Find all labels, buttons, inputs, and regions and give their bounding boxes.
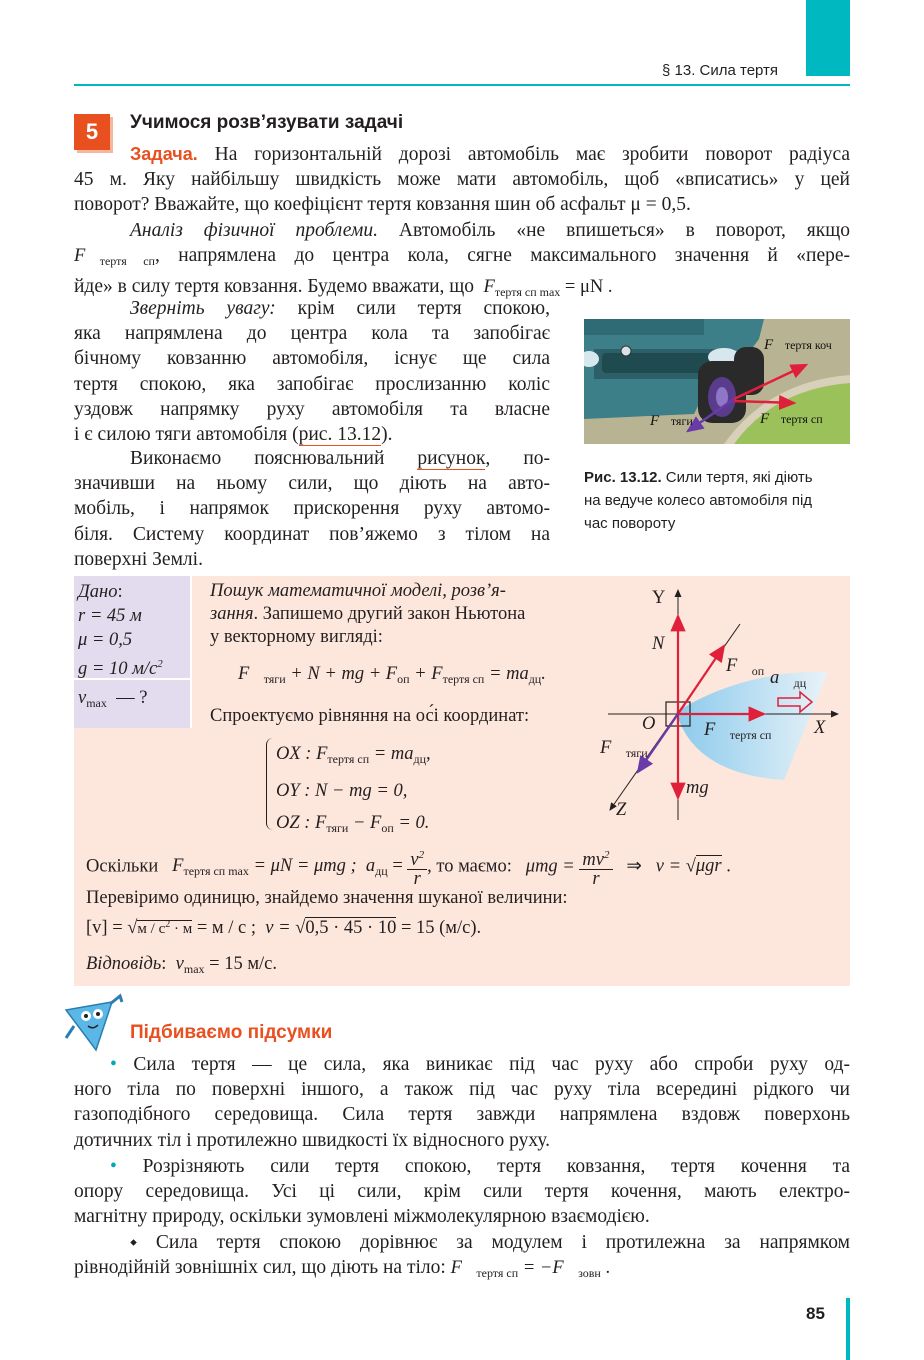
footer-bar (846, 1298, 850, 1360)
max-friction-formula: $F_{тертя сп max} = \mu N$ . (478, 277, 613, 300)
label-f-static: $F_{тертя сп}$ (704, 720, 772, 742)
summary-bullet-3: ⬩ Сила тертя спокою дорівнює за модулем і протилежна за напрямком рівнодійній зовнішніх сил, що діють на тіло: $F_{тертя сп} = -F_{зовн}$ . (74, 1232, 850, 1281)
label-f-traction: $F_{тяги}$ (600, 738, 648, 760)
since-line: Оскільки $F_{тертя сп max} = \mu N = \mu mg$ ; $a_{дц}$ = $\frac{v^2}{r}$ , то маємо: μmg = $\frac{mv^2}{r}$ ⇒ v = √μgr . (86, 846, 731, 888)
answer-line: Відповідь: $v_{max} = 15$ м/с. (86, 954, 278, 976)
task-paragraph: Задача. На горизонтальній дорозі автомобіль має зробити поворот радіуса 45 м. Яку найбільшу швидкість може мати автомобіль, щоб «вписатись» у цей поворот? Вважайте, що коефіцієнт тертя ковзання шин об асфальт μ = 0,5. (74, 144, 850, 216)
attention-paragraph: Зверніть увагу: крім сили тертя спокою, яка напрямлена до центра кола та запобігає бічному ковзанню автомобіля, існує ще сила тертя спокою, яка запобігає прослизанню коліс уздовж напрямку руху автомобіля та власне і є силою тяги автомобіля (рис. 13.12). (74, 298, 550, 446)
unit-line: $[v] = √м / с^2 \cdot м = м / с$ ; v = √0,5 · 45 · 10 = 15 (м/с). (86, 918, 482, 938)
task-label: Задача. (130, 144, 198, 164)
label-accel: $a_{дц}$ (770, 668, 807, 690)
explain-paragraph: Виконаємо пояснювальний рисунок, по- значивши на ньому сили, що діють на авто- мобіль, і напрямок прискорення руху автомо- біля. Систему координат пов’яжемо з тілом на поверхні Землі. (74, 448, 550, 570)
label-traction: Fтяги (650, 413, 693, 429)
project-text: Спроектуємо рівняння на ос́і координат: (210, 706, 530, 726)
newton-equation: $F⃗_{тяги} + N$ + mg + $F_{оп} + F_{тертя сп} = ma_{дц}$. (238, 664, 546, 686)
figure-caption: Рис. 13.12. Сили тертя, які діють на ведуче колесо автомобіля під час повороту (584, 469, 813, 532)
label-f-op: $F_{оп}$ (726, 656, 765, 678)
bullet-diamond-icon: ⬩ (130, 1232, 138, 1253)
drawing-link[interactable]: рисунок (417, 448, 486, 469)
corner-tab (806, 0, 850, 76)
page-number: 85 (806, 1304, 825, 1323)
search-model: Пошук математичної моделі, розв’я- зання. Запишемо другий закон Ньютона у векторному вигляді: (210, 581, 526, 647)
figure-link[interactable]: рис. 13.12 (298, 424, 382, 446)
axis-label-x: X (814, 718, 826, 738)
given-find: $v_{max}$ — ? (78, 688, 148, 710)
bullet-dot-icon: • (110, 1054, 117, 1075)
summary-bullet-1: • Сила тертя — це сила, яка виникає під час руху або спроби руху од- ного тіла по поверхні іншого, а також під час руху тіла всередині рідкого чи газоподібного середовища. Сила тертя завжди напрямлена вздовж поверхонь дотичних тіл і протилежно швидкості їх відносного руху. (74, 1054, 850, 1151)
axis-label-y: Y (652, 588, 666, 608)
mascot-icon (62, 992, 128, 1056)
bullet-dot-icon: • (110, 1156, 117, 1177)
axis-label-z: Z (616, 800, 627, 820)
section-number: 5 (85, 119, 99, 144)
car-wheel-figure (584, 319, 850, 444)
attention-label: Зверніть увагу: (130, 298, 276, 319)
label-rolling-friction: Fтертя коч (764, 337, 832, 353)
analysis-paragraph: Аналіз фізичної проблеми. Автомобіль «не впишеться» в поворот, якщо $F⃗_{тертя сп}$, напрямлена до центра кола, сягне максимального значення й «пере- йде» в силу тертя ковзання. Будемо вважати, що $F_{тертя сп max} = \mu N$ . (74, 220, 851, 300)
given-list: Дано: r = 45 м μ = 0,5 g = 10 $м/с^2$ (78, 582, 163, 680)
label-n: N (652, 634, 679, 654)
section-header: § 13. Сила тертя (662, 62, 779, 79)
given-side-rule (190, 576, 192, 728)
summary-bullet-2: • Розрізняють сили тертя спокою, тертя ковзання, тертя кочення та опору середовища. Усі ці сили, крім сили тертя кочення, мають електро- магнітну природу, оскільки зумовлені міжмолекулярною взаємодією. (74, 1156, 851, 1228)
summary-title: Підбиваємо підсумки (130, 1022, 333, 1043)
force-static-symbol: $F⃗_{тертя сп}$ (74, 246, 155, 269)
analysis-label: Аналіз фізичної проблеми. (130, 220, 379, 241)
origin-label: O (642, 714, 656, 734)
system-brace (266, 738, 273, 830)
section-title: Учимося розв’язувати задачі (130, 112, 404, 133)
label-mg: mg (686, 778, 723, 798)
label-static-friction: Fтертя сп (760, 411, 823, 427)
check-line: Перевіримо одиницю, знайдемо значення шуканої величини: (86, 888, 568, 908)
equation-system: OX : $F_{тертя сп} = ma_{дц}$, OY : N − mg = 0, OZ : $F_{тяги} - F_{оп} = 0$. (276, 744, 431, 835)
header-rule (74, 84, 850, 86)
